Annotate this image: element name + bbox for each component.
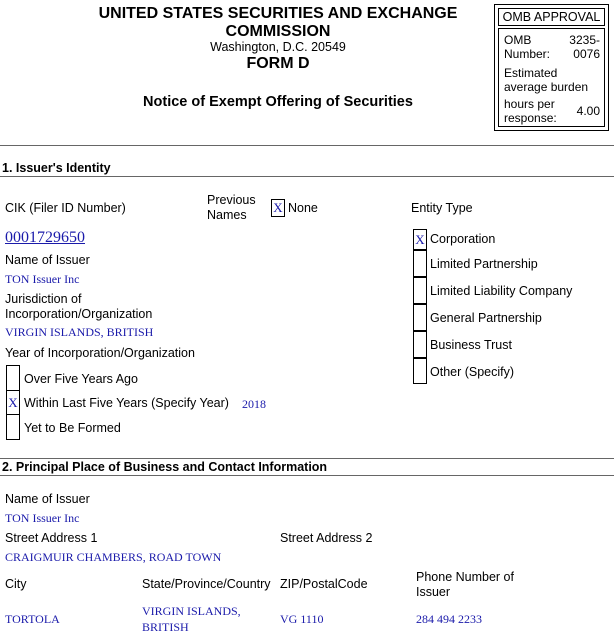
agency-title-line2: COMMISSION — [225, 23, 331, 40]
state-label: State/Province/Country — [142, 577, 271, 591]
s2-issuer-name-label: Name of Issuer — [5, 492, 90, 506]
entity-llc-checkbox[interactable] — [413, 277, 427, 304]
city-label: City — [5, 577, 27, 591]
section2-title: 2. Principal Place of Business and Contact Information — [2, 460, 328, 474]
entity-llc-label: Limited Liability Company — [430, 284, 573, 298]
omb-number-value-2: 0076 — [573, 47, 600, 61]
entity-corporation-checkbox[interactable]: X — [413, 229, 427, 250]
street-address-1-value: CRAIGMUIR CHAMBERS, ROAD TOWN — [5, 550, 222, 564]
entity-other-checkbox[interactable] — [413, 358, 427, 384]
entity-general-partnership-checkbox[interactable] — [413, 304, 427, 331]
previous-names-none-checkbox[interactable]: X — [271, 199, 285, 217]
omb-approval-title: OMB APPROVAL — [498, 8, 605, 26]
omb-number-value-1: 3235- — [569, 33, 600, 47]
section1-rule-bottom — [0, 176, 614, 177]
previous-names-none-label: None — [288, 201, 318, 215]
phone-label-2: Issuer — [416, 585, 451, 599]
entity-other-label: Other (Specify) — [430, 365, 515, 379]
omb-approval-details — [498, 28, 605, 127]
state-value-2: BRITISH — [142, 620, 189, 634]
agency-title-line1: UNITED STATES SECURITIES AND EXCHANGE — [98, 5, 458, 22]
issuer-name-label: Name of Issuer — [5, 253, 90, 267]
street-address-2-label: Street Address 2 — [280, 531, 373, 545]
entity-corporation-label: Corporation — [430, 232, 496, 246]
zip-label: ZIP/PostalCode — [280, 577, 368, 591]
issuer-name-value: TON Issuer Inc — [5, 272, 80, 286]
jurisdiction-label-1: Jurisdiction of — [5, 292, 82, 306]
city-value: TORTOLA — [5, 612, 60, 626]
cik-label: CIK (Filer ID Number) — [5, 201, 126, 215]
agency-location: Washington, D.C. 20549 — [210, 40, 346, 54]
year-yet-to-be-formed-label: Yet to Be Formed — [24, 421, 121, 435]
omb-hours-label-1: hours per — [504, 97, 555, 111]
cik-link[interactable]: 0001729650 — [5, 229, 85, 246]
jurisdiction-label-2: Incorporation/Organization — [5, 307, 153, 321]
omb-number-label-2: Number: — [504, 47, 551, 61]
zip-value: VG 1110 — [280, 612, 324, 626]
omb-hours-label-2: response: — [504, 111, 557, 125]
year-within-five-value: 2018 — [242, 397, 266, 411]
year-of-incorporation-label: Year of Incorporation/Organization — [5, 346, 195, 360]
year-yet-to-be-formed-checkbox[interactable] — [6, 414, 20, 440]
omb-number-label-1: OMB — [504, 33, 532, 47]
entity-business-trust-checkbox[interactable] — [413, 331, 427, 358]
phone-value: 284 494 2233 — [416, 612, 482, 626]
entity-limited-partnership-checkbox[interactable] — [413, 250, 427, 277]
street-address-1-label: Street Address 1 — [5, 531, 98, 545]
year-within-five-checkbox[interactable]: X — [6, 390, 20, 415]
section1-rule-top — [0, 145, 614, 146]
section2-rule-bottom — [0, 475, 614, 476]
omb-burden-label-2: average burden — [504, 80, 589, 94]
previous-names-label-1: Previous — [207, 193, 256, 207]
phone-label-1: Phone Number of — [416, 570, 514, 584]
omb-hours-value: 4.00 — [576, 104, 600, 118]
section1-title: 1. Issuer's Identity — [2, 161, 111, 175]
form-title: FORM D — [246, 55, 310, 72]
year-over-five-checkbox[interactable] — [6, 365, 20, 391]
year-over-five-label: Over Five Years Ago — [24, 372, 138, 386]
entity-type-label: Entity Type — [411, 201, 473, 215]
state-value-1: VIRGIN ISLANDS, — [142, 604, 241, 618]
entity-general-partnership-label: General Partnership — [430, 311, 542, 325]
jurisdiction-value: VIRGIN ISLANDS, BRITISH — [5, 325, 154, 339]
previous-names-label-2: Names — [207, 208, 247, 222]
s2-issuer-name-value: TON Issuer Inc — [5, 511, 80, 525]
section2-rule-top — [0, 458, 614, 459]
entity-limited-partnership-label: Limited Partnership — [430, 257, 538, 271]
page-subtitle: Notice of Exempt Offering of Securities — [143, 94, 413, 110]
omb-burden-label-1: Estimated — [504, 66, 558, 80]
entity-business-trust-label: Business Trust — [430, 338, 512, 352]
year-within-five-label: Within Last Five Years (Specify Year) — [24, 396, 229, 410]
